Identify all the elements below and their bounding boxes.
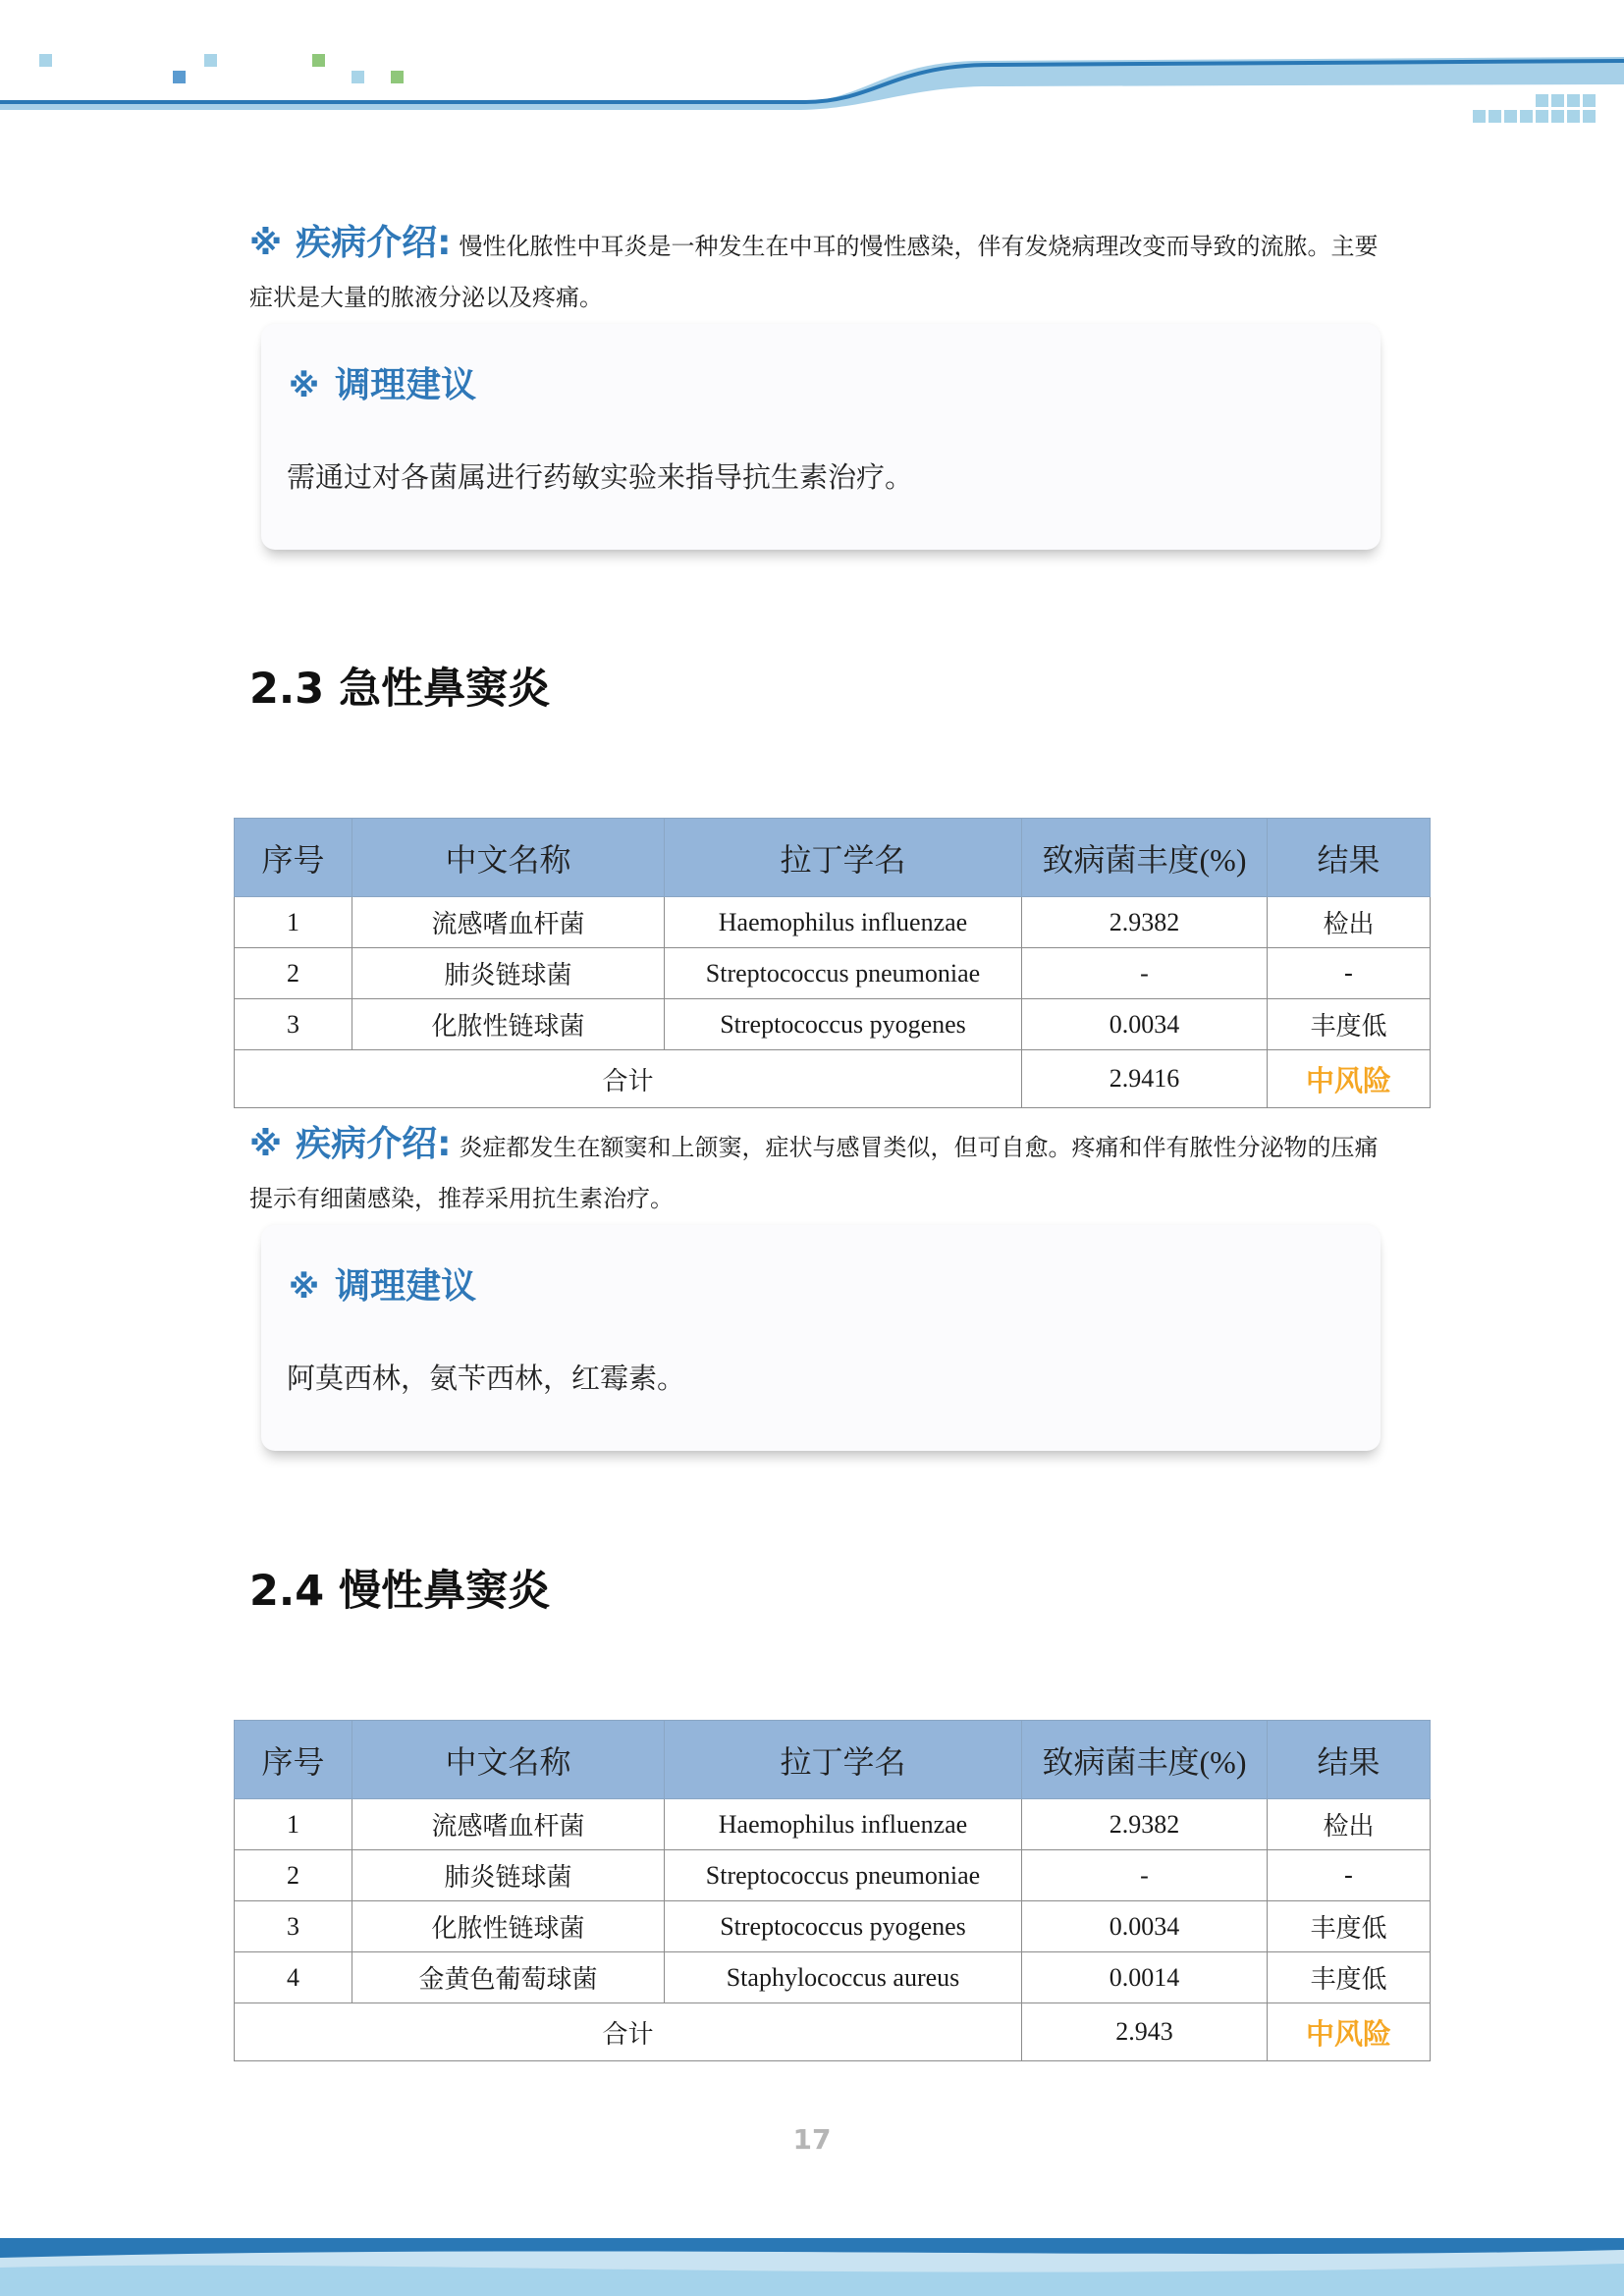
cell-latin-name: Streptococcus pneumoniae [665, 1850, 1022, 1901]
risk-badge: 中风险 [1268, 1050, 1431, 1108]
cell-latin-name: Streptococcus pneumoniae [665, 948, 1022, 999]
header-result: 结果 [1268, 819, 1431, 897]
total-label: 合计 [235, 1050, 1022, 1108]
table-row [235, 897, 1431, 948]
cell-index: 3 [235, 1901, 352, 1952]
advice-card-prev [261, 324, 1380, 550]
cell-result: 丰度低 [1268, 1952, 1431, 2003]
cell-index: 4 [235, 1952, 352, 2003]
header-latin-name: 拉丁学名 [665, 819, 1022, 897]
disease-intro-2-3 [249, 1119, 1388, 1224]
cell-index: 2 [235, 948, 352, 999]
cell-abundance: 0.0034 [1022, 1901, 1268, 1952]
cell-latin-name: Streptococcus pyogenes [665, 1901, 1022, 1952]
page-number: 17 [792, 2123, 832, 2156]
advice-text: 阿莫西林，氨苄西林，红霉素。 [287, 1362, 686, 1395]
cell-chinese-name: 化脓性链球菌 [352, 1901, 665, 1952]
cell-index: 2 [235, 1850, 352, 1901]
header-latin-name: 拉丁学名 [665, 1721, 1022, 1799]
table-row [235, 1799, 1431, 1850]
cell-abundance: 2.9382 [1022, 1799, 1268, 1850]
cell-latin-name: Haemophilus influenzae [665, 897, 1022, 948]
risk-badge: 中风险 [1268, 2003, 1431, 2061]
total-value: 2.9416 [1022, 1050, 1268, 1108]
header-result: 结果 [1268, 1721, 1431, 1799]
advice-title: ※ 调理建议 [289, 1266, 477, 1307]
cell-abundance: 0.0014 [1022, 1952, 1268, 2003]
cell-chinese-name: 化脓性链球菌 [352, 999, 665, 1050]
section-title-2-4: 2.4 慢性鼻窦炎 [249, 1567, 551, 1616]
footer-wave-decoration [0, 2228, 1624, 2296]
table-row [235, 1901, 1431, 1952]
table-row [235, 948, 1431, 999]
cell-latin-name: Haemophilus influenzae [665, 1799, 1022, 1850]
cell-abundance: 2.9382 [1022, 897, 1268, 948]
header-index: 序号 [235, 819, 352, 897]
cell-result: - [1268, 948, 1431, 999]
table-total-row [235, 1050, 1431, 1108]
table-row [235, 1952, 1431, 2003]
total-value: 2.943 [1022, 2003, 1268, 2061]
cell-latin-name: Staphylococcus aureus [665, 1952, 1022, 2003]
cell-abundance: - [1022, 948, 1268, 999]
reference-mark-icon: ※ [289, 1268, 320, 1306]
intro-label: 疾病介绍: [296, 223, 452, 263]
reference-mark-icon: ※ [289, 367, 320, 404]
header-index: 序号 [235, 1721, 352, 1799]
intro-text: 炎症都发生在额窦和上颌窦，症状与感冒类似，但可自愈。疼痛和伴有脓性分泌物的压痛提示有细菌感染，推荐采用抗生素治疗。 [249, 1134, 1379, 1212]
reference-mark-icon: ※ [249, 1125, 283, 1164]
table-total-row [235, 2003, 1431, 2061]
header-chinese-name: 中文名称 [352, 819, 665, 897]
table-header-row [235, 1721, 1431, 1799]
advice-card-2-3 [261, 1225, 1380, 1451]
reference-mark-icon: ※ [249, 224, 283, 263]
header-chinese-name: 中文名称 [352, 1721, 665, 1799]
table-header-row [235, 819, 1431, 897]
section-title-2-3: 2.3 急性鼻窦炎 [249, 665, 551, 714]
header-abundance: 致病菌丰度(%) [1022, 819, 1268, 897]
header-wave-decoration [0, 0, 1624, 137]
cell-chinese-name: 流感嗜血杆菌 [352, 897, 665, 948]
pathogen-table-2-3 [234, 818, 1431, 1108]
cell-chinese-name: 流感嗜血杆菌 [352, 1799, 665, 1850]
header-abundance: 致病菌丰度(%) [1022, 1721, 1268, 1799]
cell-index: 1 [235, 1799, 352, 1850]
cell-result: 检出 [1268, 1799, 1431, 1850]
cell-abundance: - [1022, 1850, 1268, 1901]
total-label: 合计 [235, 2003, 1022, 2061]
cell-chinese-name: 肺炎链球菌 [352, 948, 665, 999]
cell-chinese-name: 金黄色葡萄球菌 [352, 1952, 665, 2003]
table-row [235, 1850, 1431, 1901]
cell-result: 检出 [1268, 897, 1431, 948]
cell-abundance: 0.0034 [1022, 999, 1268, 1050]
intro-text: 慢性化脓性中耳炎是一种发生在中耳的慢性感染，伴有发烧病理改变而导致的流脓。主要症状是大量的脓液分泌以及疼痛。 [249, 233, 1379, 311]
cell-index: 3 [235, 999, 352, 1050]
intro-label: 疾病介绍: [296, 1124, 452, 1164]
cell-result: - [1268, 1850, 1431, 1901]
table-row [235, 999, 1431, 1050]
cell-chinese-name: 肺炎链球菌 [352, 1850, 665, 1901]
cell-result: 丰度低 [1268, 999, 1431, 1050]
advice-text: 需通过对各菌属进行药敏实验来指导抗生素治疗。 [287, 460, 914, 494]
pathogen-table-2-4 [234, 1720, 1431, 2061]
disease-intro-prev [249, 218, 1388, 323]
cell-result: 丰度低 [1268, 1901, 1431, 1952]
cell-index: 1 [235, 897, 352, 948]
advice-title: ※ 调理建议 [289, 365, 477, 405]
cell-latin-name: Streptococcus pyogenes [665, 999, 1022, 1050]
